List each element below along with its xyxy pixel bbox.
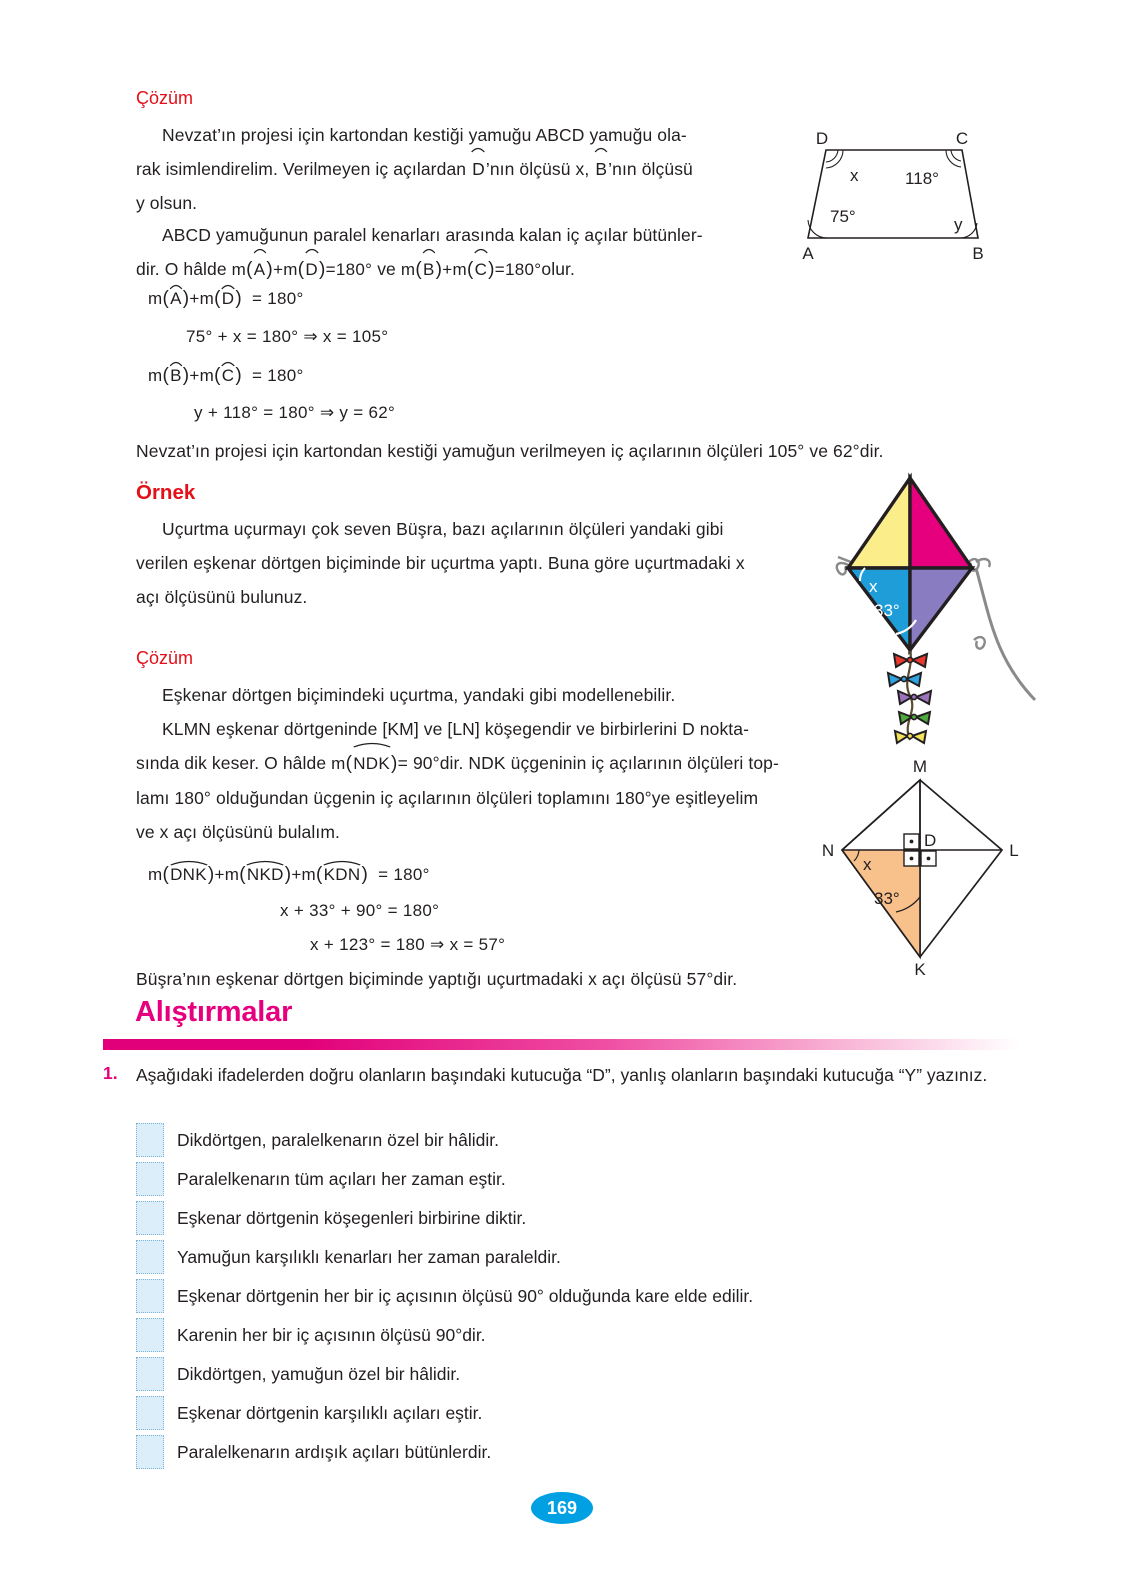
equation-7: x + 123° = 180 ⇒ x = 57° <box>310 935 506 954</box>
kite-bow-5 <box>895 731 926 743</box>
ornek-body <box>136 512 836 614</box>
answer-checkbox[interactable] <box>136 1201 164 1235</box>
equation-2: 75° + x = 180° ⇒ x = 105° <box>186 327 389 346</box>
angle-d-hat: D <box>471 152 486 186</box>
kite-angle-33: 33° <box>874 601 900 620</box>
list-item[interactable] <box>136 1354 1016 1393</box>
ornek-line1: Uçurtma uçurmayı çok seven Büşra, bazı açılarının ölçüleri yandaki gibi <box>162 519 724 539</box>
equation-3: m( B)+m( C) = 180° <box>148 365 304 387</box>
statement-text: Yamuğun karşılıklı kenarları her zaman paraleldir. <box>177 1246 561 1267</box>
angle-d-hat-2: D <box>304 253 319 287</box>
s1-p1-line1: Nevzat’ın projesi için kartondan kestiği yamuğu ABCD yamuğu ola- <box>162 125 687 145</box>
answer-checkbox[interactable] <box>136 1396 164 1430</box>
vertex-label-C: C <box>955 129 969 148</box>
rhombus-angle-33: 33° <box>874 889 900 908</box>
angle-ndk-hat: NDK <box>352 747 391 781</box>
statement-list <box>136 1120 1016 1471</box>
statement-text: Dikdörtgen, paralelkenarın özel bir hâlidir. <box>177 1129 499 1150</box>
s1-p1-line2c: ’nın ölçüsü <box>608 159 693 179</box>
kite-bow-4 <box>899 712 930 724</box>
solution-2-paragraph-1 <box>136 678 836 712</box>
s2-p2-line3: lamı 180° olduğundan üçgenin iç açılarının ölçüleri toplamını 180°ye eşitleyelim <box>136 788 759 808</box>
list-item[interactable] <box>136 1393 1016 1432</box>
s2-p2-pre: sında dik keser. O hâlde <box>136 753 327 773</box>
s1-p2-line1: ABCD yamuğunun paralel kenarları arasında kalan iç açılar bütünler- <box>162 225 703 245</box>
list-item[interactable] <box>136 1315 1016 1354</box>
question-number: 1. <box>103 1063 118 1083</box>
statement-text: Paralelkenarın ardışık açıları bütünlerdir. <box>177 1441 492 1462</box>
s2-p2-post: = 90°dir. NDK üçgeninin iç açılarının ölçüleri top- <box>397 753 779 773</box>
list-item[interactable] <box>136 1237 1016 1276</box>
angle-b-hat-2: B <box>422 253 436 287</box>
angle-label-75: 75° <box>830 207 856 226</box>
solution-2-heading: Çözüm <box>136 648 194 668</box>
kite-quadrant-top-right <box>910 478 972 568</box>
statement-text: Karenin her bir iç açısının ölçüsü 90°dir. <box>177 1324 486 1345</box>
list-item[interactable] <box>136 1198 1016 1237</box>
solution-1-heading: Çözüm <box>136 88 194 108</box>
answer-checkbox[interactable] <box>136 1240 164 1274</box>
page-number-badge: 169 <box>531 1492 593 1524</box>
exercises-divider-bar <box>103 1039 1019 1050</box>
s1-p1-line2b: ’nın ölçüsü x, <box>485 159 590 179</box>
solution-1-conclusion: Nevzat’ın projesi için kartondan kestiği yamuğun verilmeyen iç açılarının ölçüleri 105° ve 62°dir. <box>136 441 884 461</box>
s1-p2-mid: ve <box>377 259 396 279</box>
ornek-line3: açı ölçüsünü bulunuz. <box>136 587 308 607</box>
rhombus-vertex-K: K <box>914 960 926 979</box>
answer-checkbox[interactable] <box>136 1318 164 1352</box>
statement-text: Eşkenar dörtgenin her bir iç açısının ölçüsü 90° olduğunda kare elde edilir. <box>177 1285 754 1306</box>
s1-p2-pre: dir. O hâlde <box>136 259 227 279</box>
solution-2-paragraph-2: KLMN eşkenar dörtgeninde [KM] ve [LN] köşegendir ve birbirlerini D nokta- sında dik keser. O hâlde m( NDK)= 90°dir. NDK üçgeninin iç açılarının ölçüleri top- lamı 180° olduğundan üçgenin iç açılarının ölçüleri toplamını 180°ye eşitleyelim ve x açı ölçüsünü bulalım. <box>136 719 779 842</box>
exercises-title: Alıştırmalar <box>135 996 293 1028</box>
kite-bow-2 <box>888 673 921 686</box>
kite-angle-x: x <box>869 577 878 596</box>
equation-5: m( DNK)+m( NKD)+m( KDN) = 180° <box>148 864 430 886</box>
vertex-label-D: D <box>815 129 829 148</box>
angle-label-y: y <box>954 215 963 234</box>
rhombus-vertex-M: M <box>912 757 928 776</box>
rhombus-vertex-N: N <box>821 841 835 860</box>
trapezoid-figure <box>782 118 1018 264</box>
statement-text: Eşkenar dörtgenin köşegenleri birbirine diktir. <box>177 1207 527 1228</box>
answer-checkbox[interactable] <box>136 1279 164 1313</box>
kite-bow-3 <box>898 691 931 704</box>
equation-4: y + 118° = 180° ⇒ y = 62° <box>194 403 396 422</box>
vertex-label-B: B <box>972 244 984 263</box>
angle-a-hat: A <box>253 253 267 287</box>
vertex-label-A: A <box>802 244 814 263</box>
equation-1: m( A)+m( D) = 180° <box>148 288 304 310</box>
statement-text: Dikdörtgen, yamuğun özel bir hâlidir. <box>177 1363 461 1384</box>
list-item[interactable] <box>136 1276 1016 1315</box>
rhombus-figure <box>812 752 1028 980</box>
solution-2-conclusion: Büşra’nın eşkenar dörtgen biçiminde yaptığı uçurtmadaki x açı ölçüsü 57°dir. <box>136 969 738 989</box>
rhombus-angle-x: x <box>863 855 872 874</box>
answer-checkbox[interactable] <box>136 1357 164 1391</box>
rhombus-vertex-D: D <box>924 831 937 850</box>
answer-checkbox[interactable] <box>136 1162 164 1196</box>
list-item[interactable] <box>136 1432 1016 1471</box>
list-item[interactable] <box>136 1159 1016 1198</box>
question-text: Aşağıdaki ifadelerden doğru olanların başındaki kutucuğa “D”, yanlış olanların başındaki kutucuğa “Y” yazınız. <box>136 1065 988 1085</box>
statement-text: Paralelkenarın tüm açıları her zaman eştir. <box>177 1168 506 1189</box>
statement-text: Eşkenar dörtgenin karşılıklı açıları eştir. <box>177 1402 483 1423</box>
angle-label-118: 118° <box>905 169 939 188</box>
solution-1-paragraph-1 <box>136 118 748 220</box>
angle-b-hat: B <box>594 152 608 186</box>
s2-p1: Eşkenar dörtgen biçimindeki uçurtma, yandaki gibi modellenebilir. <box>162 685 676 705</box>
list-item[interactable] <box>136 1120 1016 1159</box>
equation-6: x + 33° + 90° = 180° <box>280 901 440 920</box>
rhombus-vertex-L: L <box>1009 841 1019 860</box>
s1-p1-line3: y olsun. <box>136 193 198 213</box>
s1-p1-line2a: rak isimlendirelim. Verilmeyen iç açılardan <box>136 159 467 179</box>
s1-p2-post: olur. <box>541 259 575 279</box>
kite-quadrant-top-left <box>848 478 910 568</box>
angle-label-x: x <box>850 166 859 185</box>
angle-c-hat: C <box>474 253 489 287</box>
ornek-line2: verilen eşkenar dörtgen biçiminde bir uçurtma yaptı. Buna göre uçurtmadaki x <box>136 553 745 573</box>
solution-1-paragraph-2: ABCD yamuğunun paralel kenarları arasında kalan iç açılar bütünler- dir. O hâlde m( A)+m( D)=180° ve m( B)+m( C)=180°olur. <box>136 218 748 287</box>
ornek-heading: Örnek <box>136 481 196 504</box>
answer-checkbox[interactable] <box>136 1435 164 1469</box>
answer-checkbox[interactable] <box>136 1123 164 1157</box>
s2-p2-line1: KLMN eşkenar dörtgeninde [KM] ve [LN] köşegendir ve birbirlerini D nokta- <box>162 719 750 739</box>
s2-p2-line4: ve x açı ölçüsünü bulalım. <box>136 822 340 842</box>
